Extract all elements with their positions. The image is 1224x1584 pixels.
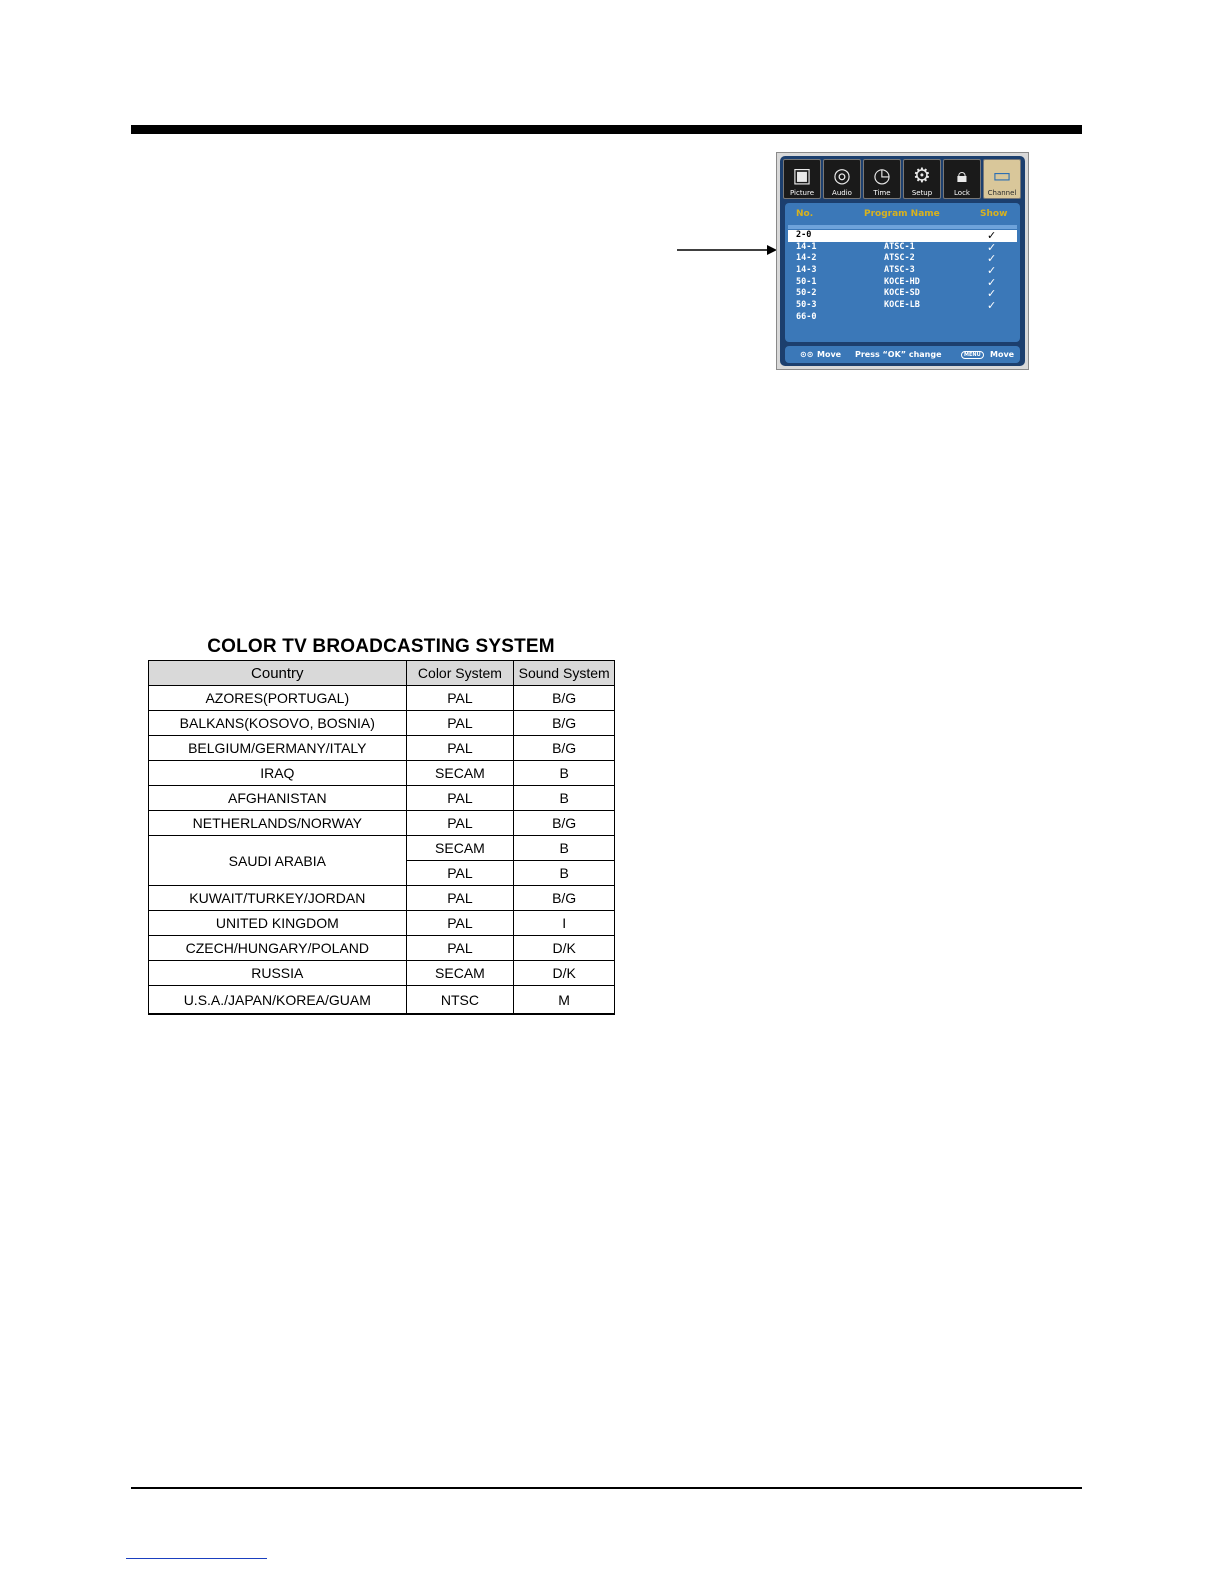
color-cell: PAL [406, 811, 514, 836]
channel-row[interactable] [788, 230, 1017, 242]
color-cell: SECAM [406, 961, 514, 986]
sound-cell: B/G [514, 736, 615, 761]
country-cell: SAUDI ARABIA [149, 836, 407, 886]
table-row [149, 811, 615, 836]
channel-icon: ▭ [992, 163, 1012, 187]
channel-number: 14-3 [796, 265, 817, 276]
country-cell: UNITED KINGDOM [149, 911, 407, 936]
channel-name: ATSC-2 [884, 253, 915, 264]
color-cell: PAL [406, 786, 514, 811]
show-check-icon[interactable]: ✓ [987, 252, 997, 266]
channel-name: ATSC-3 [884, 265, 915, 276]
tv-channel-menu-screenshot [776, 152, 1029, 370]
tab-audio[interactable] [823, 159, 861, 199]
help-bar [785, 346, 1020, 363]
show-check-icon[interactable]: ✓ [987, 229, 997, 242]
table-row [149, 761, 615, 786]
setup-icon: ⚙ [913, 163, 931, 187]
channel-number: 14-2 [796, 253, 817, 264]
channel-list-header [788, 209, 1017, 223]
table-row [149, 986, 615, 1015]
sound-cell: B/G [514, 886, 615, 911]
country-cell: AFGHANISTAN [149, 786, 407, 811]
tab-setup[interactable] [903, 159, 941, 199]
channel-row[interactable] [788, 288, 1017, 300]
col-show-header: Show [980, 209, 1008, 219]
table-row [149, 886, 615, 911]
table-row [149, 711, 615, 736]
table-row [149, 936, 615, 961]
color-cell: SECAM [406, 761, 514, 786]
color-cell: PAL [406, 911, 514, 936]
clock-icon: ◷ [873, 163, 891, 187]
channel-row[interactable] [788, 242, 1017, 254]
pointer-arrow [677, 243, 777, 257]
tab-channel[interactable] [983, 159, 1021, 199]
table-row [149, 836, 615, 861]
country-cell: IRAQ [149, 761, 407, 786]
menu-frame [780, 156, 1025, 366]
sound-cell: M [514, 986, 615, 1015]
show-check-icon[interactable]: ✓ [987, 299, 997, 313]
menu-tab-row [783, 159, 1022, 199]
channel-row[interactable] [788, 265, 1017, 277]
channel-name: ATSC-1 [884, 241, 915, 252]
menu-key-icon: MENU [961, 351, 984, 359]
channel-row[interactable] [788, 312, 1017, 324]
footer-link-underline[interactable] [126, 1558, 267, 1559]
color-cell: SECAM [406, 836, 514, 861]
col-name-header: Program Name [864, 209, 940, 219]
channel-row[interactable] [788, 277, 1017, 289]
table-row [149, 686, 615, 711]
channel-number: 50-3 [796, 300, 817, 311]
show-check-icon[interactable]: ✓ [987, 275, 997, 289]
table-row [149, 786, 615, 811]
help-ok-text: Press “OK” change [855, 350, 942, 359]
color-cell: PAL [406, 886, 514, 911]
country-cell: CZECH/HUNGARY/POLAND [149, 936, 407, 961]
channel-name: KOCE-HD [884, 276, 920, 287]
channel-number: 2-0 [796, 230, 812, 240]
country-cell: KUWAIT/TURKEY/JORDAN [149, 886, 407, 911]
channel-row[interactable] [788, 300, 1017, 312]
tab-lock[interactable] [943, 159, 981, 199]
table-row [149, 736, 615, 761]
country-cell: RUSSIA [149, 961, 407, 986]
table-header-row [149, 661, 615, 686]
channel-number: 14-1 [796, 241, 817, 252]
country-cell: AZORES(PORTUGAL) [149, 686, 407, 711]
channel-number: 66-0 [796, 311, 817, 322]
channel-list-panel [785, 203, 1020, 342]
header-separator [788, 225, 1017, 229]
sound-cell: D/K [514, 936, 615, 961]
tab-label: Lock [954, 189, 970, 197]
broadcast-system-table [148, 660, 615, 1015]
channel-number: 50-2 [796, 288, 817, 299]
channel-row[interactable] [788, 253, 1017, 265]
sound-cell: B [514, 861, 615, 886]
channel-rows [788, 230, 1017, 324]
country-cell: BALKANS(KOSOVO, BOSNIA) [149, 711, 407, 736]
footer-rule [131, 1487, 1082, 1489]
channel-name: KOCE-SD [884, 288, 920, 299]
header-rule [131, 125, 1082, 134]
tab-label: Setup [911, 189, 933, 197]
country-cell: BELGIUM/GERMANY/ITALY [149, 736, 407, 761]
picture-icon: ▣ [792, 163, 812, 187]
tab-time[interactable] [863, 159, 901, 199]
sound-cell: B [514, 836, 615, 861]
sound-cell: B/G [514, 686, 615, 711]
sound-cell: B [514, 761, 615, 786]
sound-cell: D/K [514, 961, 615, 986]
show-check-icon[interactable]: ✓ [987, 287, 997, 301]
color-cell: PAL [406, 861, 514, 886]
tab-label: Picture [789, 189, 815, 197]
help-menu-move-text: Move [990, 350, 1015, 359]
color-system-header: Color System [406, 661, 514, 686]
tab-picture[interactable] [783, 159, 821, 199]
broadcast-table-title: COLOR TV BROADCASTING SYSTEM [207, 636, 555, 657]
sound-cell: B [514, 786, 615, 811]
color-cell: PAL [406, 711, 514, 736]
col-no-header: No. [796, 209, 814, 219]
tab-label: Audio [832, 189, 852, 197]
country-cell: NETHERLANDS/NORWAY [149, 811, 407, 836]
tab-label: Channel [987, 189, 1017, 197]
color-cell: PAL [406, 936, 514, 961]
color-cell: NTSC [406, 986, 514, 1015]
lock-icon: 🔒︎ [956, 163, 968, 187]
table-row [149, 961, 615, 986]
sound-system-header: Sound System [514, 661, 615, 686]
country-header: Country [149, 661, 407, 686]
channel-name: KOCE-LB [884, 300, 920, 311]
sound-cell: B/G [514, 811, 615, 836]
tab-label: Time [873, 189, 891, 197]
show-check-icon[interactable]: ✓ [987, 240, 997, 254]
arrow-keys-icon: ⊙⊙ [800, 350, 814, 359]
show-check-icon[interactable]: ✓ [987, 264, 997, 278]
audio-icon: ◎ [833, 163, 851, 187]
color-cell: PAL [406, 736, 514, 761]
sound-cell: I [514, 911, 615, 936]
table-row [149, 911, 615, 936]
help-move-text: Move [817, 350, 842, 359]
channel-number: 50-1 [796, 276, 817, 287]
country-cell: U.S.A./JAPAN/KOREA/GUAM [149, 986, 407, 1015]
color-cell: PAL [406, 686, 514, 711]
sound-cell: B/G [514, 711, 615, 736]
